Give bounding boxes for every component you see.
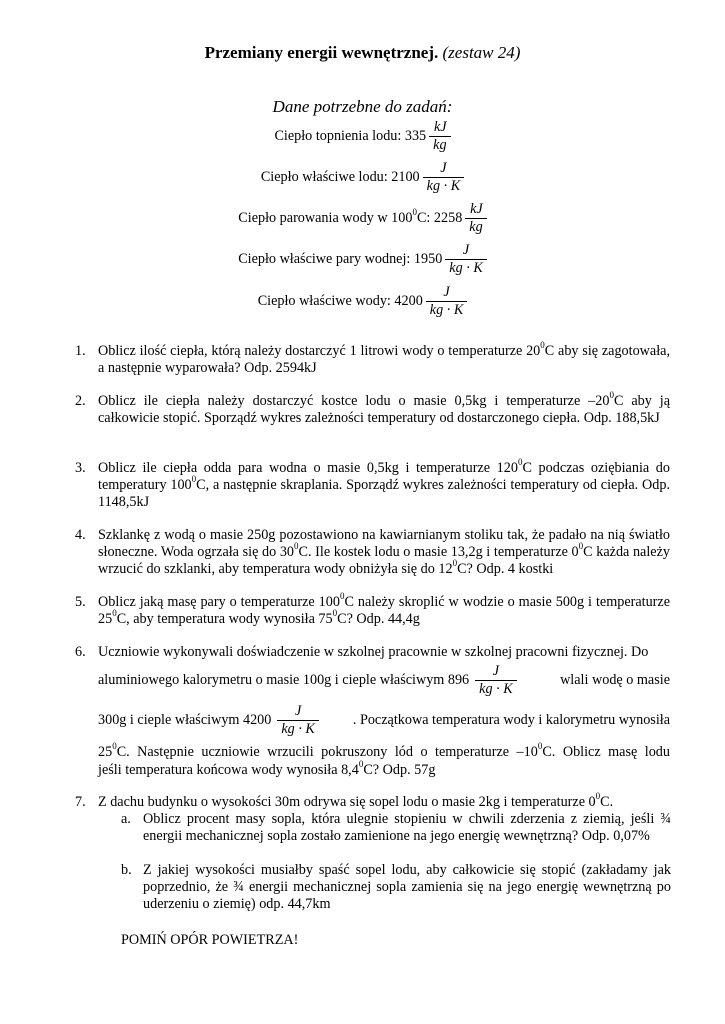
fraction-denominator: kg · K bbox=[277, 720, 319, 737]
subtask-b-text: Z jakiej wysokości musiałby spaść sopel lodu, aby całkowicie się stopić (zakładamy jak poprzednio, że ¾ energii mechanicznej sopla zamienia się na jego energię wewnętrzną po uderzeniu o ziemię) odp. 44,7km bbox=[143, 862, 671, 912]
fraction-numerator: kJ bbox=[433, 119, 447, 135]
unit-fraction bbox=[429, 120, 450, 153]
given-item bbox=[0, 285, 725, 318]
task-2-text: Oblicz ile ciepła należy dostarczyć kostce lodu o masie 0,5kg i temperaturze $-20^0C$ aby ją całkowicie stopić. Sporządź wykres zależności temperatury od dostarczonego ciepła. Odp. 188,5kJ bbox=[98, 390, 671, 426]
task-6-line-2: aluminiowego kalorymetru o masie 100g i cieple właściwym 896 $\frac{J}{kg \cdot K}$ wlali wodę o masie bbox=[98, 663, 670, 697]
task-number: 4. bbox=[75, 527, 86, 543]
task-7-text: Z dachu budynku o wysokości 30m odrywa się sopel lodu o masie 2kg i temperaturze $0^0C$. bbox=[98, 791, 614, 810]
title-set: (zestaw 24) bbox=[442, 43, 521, 62]
task-number: 1. bbox=[75, 343, 86, 359]
fraction-denominator: kg · K bbox=[423, 177, 465, 194]
task-4-text: Szklankę z wodą o masie 250g pozostawiono na kawiarnianym stoliku tak, że padało na nią światło słoneczne. Woda ogrzała się do $30^0C$. Ile kostek lodu o masie 13,2g i temperaturze $0^0C$ każda należy wrzucić do szklanki, aby temperatura wody obniżyła się do $12^0C$? Odp. 4 kostki bbox=[98, 527, 670, 577]
task-6-line-1: Uczniowie wykonywali doświadczenie w szkolnej pracownie w szkolnej pracowni fizycznej. Do bbox=[98, 644, 649, 660]
unit-fraction bbox=[423, 161, 465, 194]
task-number: 7. bbox=[75, 794, 86, 810]
fraction-numerator: J bbox=[443, 284, 450, 300]
task-3-text: Oblicz ile ciepła odda para wodna o masie 0,5kg i temperaturze $120^0C$ podczas oziębiania do temperatury $100^0C$, a następnie skraplania. Sporządź wykres zależności temperatury od ciepła. Odp. 1148,5kJ bbox=[98, 457, 670, 510]
unit-fraction bbox=[445, 243, 487, 276]
task-number: 6. bbox=[75, 644, 86, 660]
fraction-numerator: J bbox=[294, 703, 302, 719]
page-title bbox=[0, 44, 725, 61]
given-label: Ciepło właściwe pary wodnej: 1950 bbox=[238, 251, 443, 267]
given-item bbox=[0, 243, 725, 276]
fraction-numerator: J bbox=[462, 242, 470, 258]
subtask-a-text: Oblicz procent masy sopla, która ulegnie stopieniu w chwili zderzenia z ziemią, jeśli ¾ energii mechanicznej sopla zostało zamienione na jego energię wewnętrzną? Odp. 0,07% bbox=[143, 811, 671, 844]
title-main: Przemiany energii wewnętrznej. bbox=[204, 43, 439, 62]
subtask-label: a. bbox=[121, 811, 131, 827]
unit-fraction bbox=[475, 664, 517, 697]
unit-fraction bbox=[277, 704, 319, 737]
task-6-line-5: jeśli temperatura końcowa wody wynosiła $8,4^0C$? Odp. 57g bbox=[98, 759, 436, 778]
note: POMIŃ OPÓR POWIETRZA! bbox=[121, 932, 299, 948]
fraction-denominator: kg · K bbox=[445, 259, 487, 276]
given-item bbox=[0, 120, 725, 153]
given-label: Ciepło topnienia lodu: 335 bbox=[274, 128, 427, 144]
task-6-line-3: 300g i cieple właściwym 4200 $\frac{J}{kg \cdot K}$ . Początkowa temperatura wody i kalorymetru wynosiła bbox=[98, 703, 670, 737]
unit-fraction bbox=[426, 285, 468, 318]
fraction-numerator: J bbox=[492, 663, 500, 679]
fraction-numerator: J bbox=[440, 160, 447, 176]
fraction-denominator: kg · K bbox=[475, 680, 517, 697]
task-5-text: Oblicz jaką masę pary o temperaturze $100^0C$ należy skroplić w wodzie o masie 500g i temperaturze $25^0C$, aby temperatura wody wynosiła $75^0C$? Odp. 44,4g bbox=[98, 591, 670, 627]
task-number: 5. bbox=[75, 594, 86, 610]
given-item bbox=[0, 202, 725, 235]
subtask-label: b. bbox=[121, 862, 132, 878]
given-label: Ciepło właściwe wody: 4200 bbox=[257, 293, 423, 309]
fraction-denominator: kg bbox=[429, 136, 450, 153]
given-item bbox=[0, 161, 725, 194]
task-number: 3. bbox=[75, 460, 86, 476]
fraction-denominator: kg · K bbox=[426, 301, 468, 318]
task-number: 2. bbox=[75, 393, 86, 409]
task-1-text: Oblicz ilość ciepła, którą należy dostarczyć 1 litrowi wody o temperaturze $20^0C$ aby się zagotowała, a następnie wyparowała? Odp. 2594kJ bbox=[98, 340, 670, 376]
given-label: Ciepło parowania wody w $100^0C$: 2258 bbox=[238, 207, 463, 226]
unit-fraction bbox=[465, 202, 486, 235]
given-label: Ciepło właściwe lodu: 2100 bbox=[260, 169, 420, 185]
given-heading: Dane potrzebne do zadań: bbox=[272, 97, 453, 116]
task-6-line-4: $25^0C$. Następnie uczniowie wrzucili pokruszony lód o temperaturze $-10^0C$. Oblicz masę lodu bbox=[98, 741, 670, 760]
fraction-denominator: kg bbox=[465, 218, 486, 235]
fraction-numerator: kJ bbox=[470, 201, 483, 217]
